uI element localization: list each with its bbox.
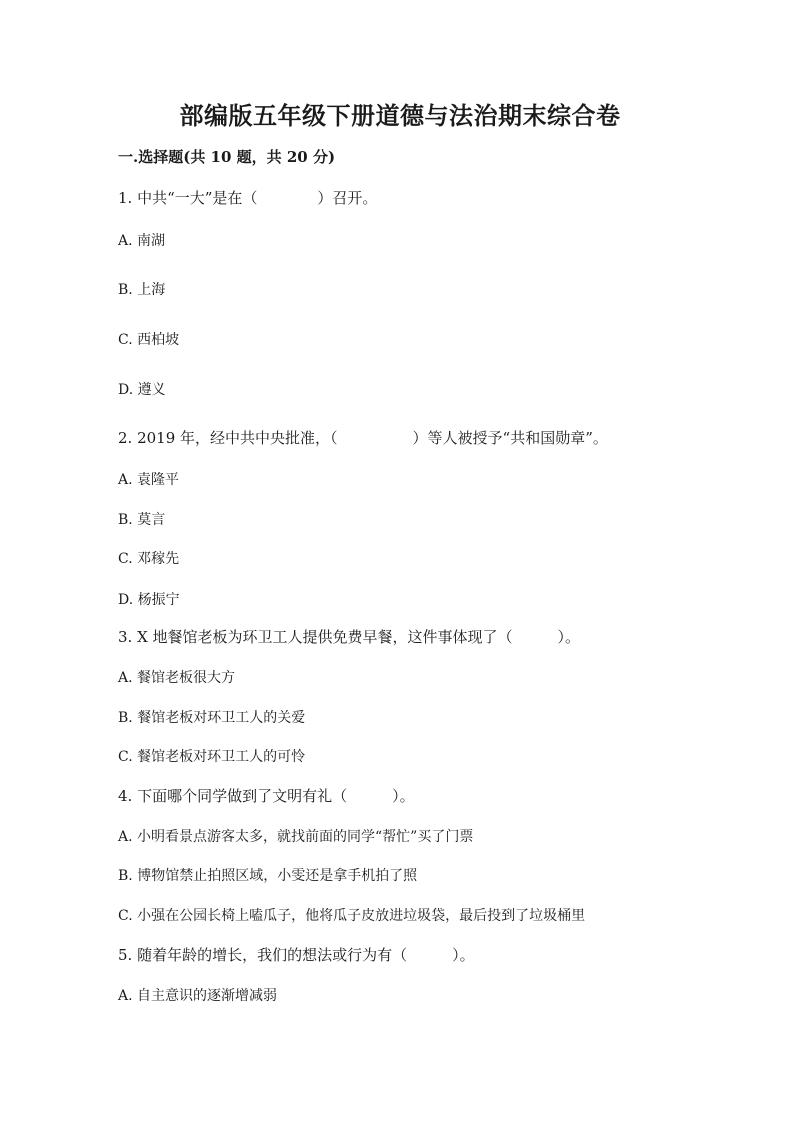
question-3-option-b: B. 餐馆老板对环卫工人的关爱 (118, 710, 306, 726)
section-heading: 一.选择题(共 10 题，共 20 分) (118, 148, 336, 166)
question-5-stem: 5. 随着年龄的增长，我们的想法或行为有（ ）。 (118, 946, 475, 964)
question-4-option-c: C. 小强在公园长椅上嗑瓜子，他将瓜子皮放进垃圾袋，最后投到了垃圾桶里 (118, 908, 586, 924)
question-3-option-a: A. 餐馆老板很大方 (118, 670, 236, 686)
question-2-option-b: B. 莫言 (118, 512, 166, 528)
question-2-option-c: C. 邓稼先 (118, 551, 180, 567)
question-5-option-a: A. 自主意识的逐渐增减弱 (118, 988, 278, 1004)
question-2-stem: 2. 2019 年，经中共中央批准，（ ）等人被授予“共和国勋章”。 (118, 429, 608, 447)
question-3-stem: 3. X 地餐馆老板为环卫工人提供免费早餐，这件事体现了（ ）。 (118, 628, 581, 646)
question-1-option-c: C. 西柏坡 (118, 332, 180, 348)
question-4-option-a: A. 小明看景点游客太多，就找前面的同学“帮忙”买了门票 (118, 829, 474, 845)
page-title: 部编版五年级下册道德与法治期末综合卷 (179, 101, 621, 130)
question-3-option-c: C. 餐馆老板对环卫工人的可怜 (118, 749, 306, 765)
question-1-option-d: D. 遵义 (118, 382, 166, 398)
question-1-option-b: B. 上海 (118, 282, 166, 298)
question-1-stem: 1. 中共“一大”是在（ ）召开。 (118, 189, 378, 207)
question-2-option-d: D. 杨振宁 (118, 592, 180, 608)
question-1-option-a: A. 南湖 (118, 233, 166, 249)
question-2-option-a: A. 袁隆平 (118, 472, 180, 488)
question-4-stem: 4. 下面哪个同学做到了文明有礼（ ）。 (118, 787, 415, 805)
question-4-option-b: B. 博物馆禁止拍照区域，小雯还是拿手机拍了照 (118, 868, 418, 884)
